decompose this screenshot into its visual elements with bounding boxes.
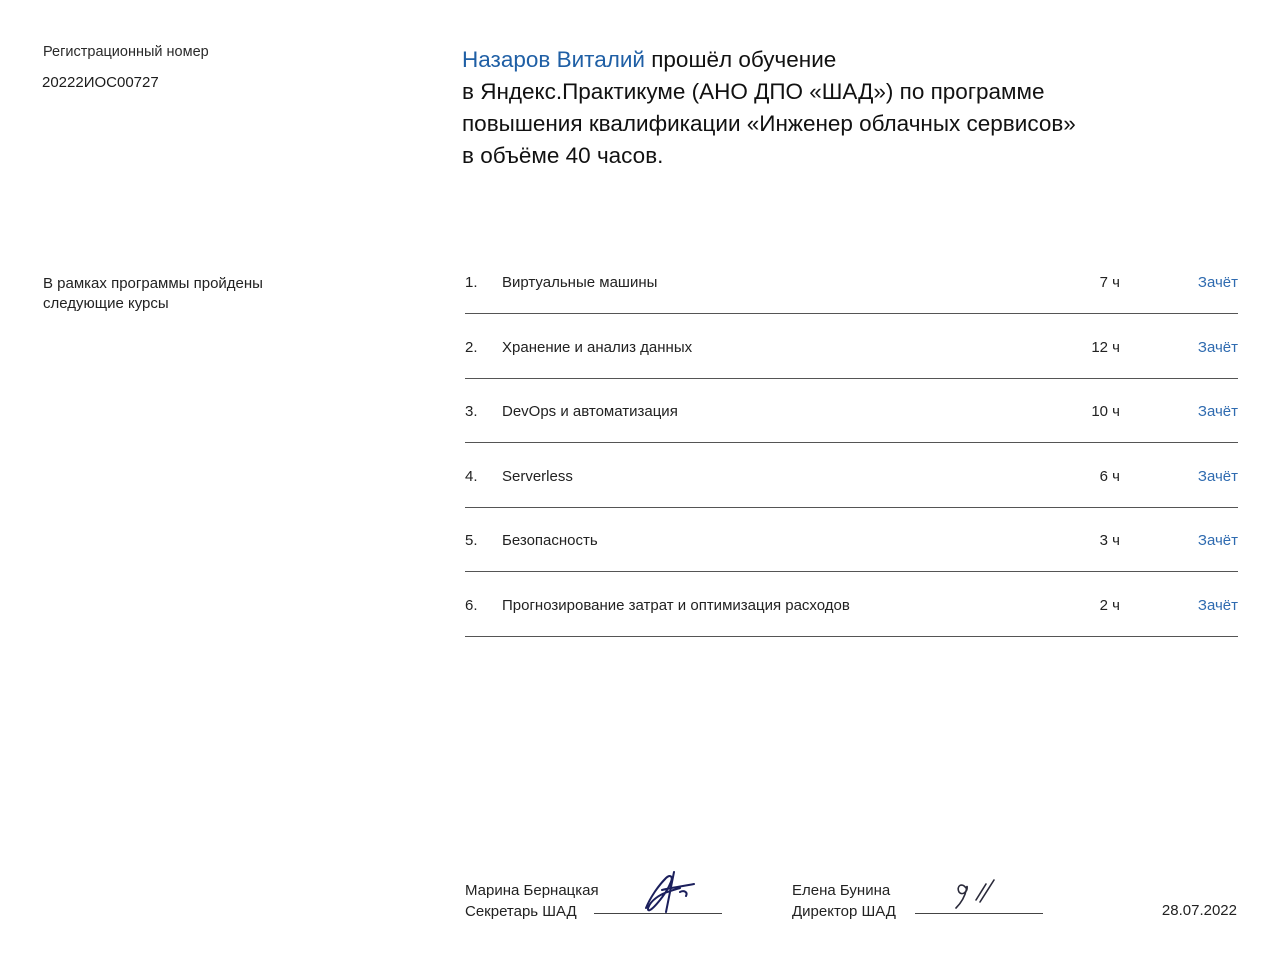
- course-status: Зачёт: [1197, 403, 1238, 420]
- course-row: [465, 574, 1238, 637]
- course-hours: 7 ч: [1099, 274, 1120, 291]
- issue-date: 28.07.2022: [1161, 902, 1237, 919]
- courses-list: [465, 251, 1238, 638]
- signature-line: [915, 913, 1043, 914]
- headline-line1-rest: прошёл обучение: [644, 47, 837, 72]
- course-row: [465, 316, 1238, 379]
- headline-line3: повышения квалификации «Инженер облачных сервисов»: [462, 111, 1076, 136]
- registration-label: Регистрационный номер: [43, 44, 209, 60]
- course-hours: 12 ч: [1091, 338, 1120, 356]
- course-status: Зачёт: [1197, 532, 1238, 549]
- course-number: 3.: [465, 403, 478, 420]
- course-status: Зачёт: [1197, 338, 1238, 356]
- signer-secretary: [465, 880, 599, 922]
- course-title: Serverless: [502, 467, 573, 485]
- course-row: [465, 509, 1238, 572]
- signer-name: Елена Бунина: [792, 882, 891, 899]
- course-number: 5.: [465, 532, 478, 549]
- signer-role: Секретарь ШАД: [465, 903, 577, 920]
- course-title: Безопасность: [502, 532, 598, 549]
- registration-number: 20222ИОС00727: [42, 74, 159, 91]
- signer-role: Директор ШАД: [792, 903, 896, 920]
- course-status: Зачёт: [1197, 596, 1238, 614]
- signature-line: [594, 913, 722, 914]
- signer-director: [792, 880, 896, 922]
- course-status: Зачёт: [1197, 467, 1238, 485]
- course-hours: 2 ч: [1099, 596, 1120, 614]
- course-row: [465, 251, 1238, 314]
- signer-name: Марина Бернацкая: [465, 882, 599, 899]
- courses-caption: В рамках программы пройдены следующие курсы: [43, 275, 263, 312]
- course-number: 2.: [465, 338, 478, 356]
- course-title: Прогнозирование затрат и оптимизация расходов: [502, 596, 850, 614]
- course-title: Виртуальные машины: [502, 274, 658, 291]
- course-status: Зачёт: [1197, 274, 1238, 291]
- signature-director-image: [950, 876, 996, 912]
- recipient-name: Назаров Виталий: [462, 47, 645, 72]
- course-number: 1.: [465, 274, 478, 291]
- certificate-headline: [462, 44, 1182, 172]
- course-number: 6.: [465, 596, 478, 614]
- course-row: [465, 445, 1238, 508]
- course-hours: 6 ч: [1099, 467, 1120, 485]
- headline-line2: в Яндекс.Практикуме (АНО ДПО «ШАД») по программе: [462, 79, 1045, 104]
- course-row: [465, 380, 1238, 443]
- course-hours: 3 ч: [1099, 532, 1120, 549]
- headline-line4: в объёме 40 часов.: [462, 143, 664, 168]
- course-hours: 10 ч: [1091, 403, 1120, 420]
- course-title: DevOps и автоматизация: [502, 403, 678, 420]
- course-title: Хранение и анализ данных: [502, 338, 693, 356]
- signature-secretary-image: [640, 868, 698, 916]
- course-number: 4.: [465, 467, 478, 485]
